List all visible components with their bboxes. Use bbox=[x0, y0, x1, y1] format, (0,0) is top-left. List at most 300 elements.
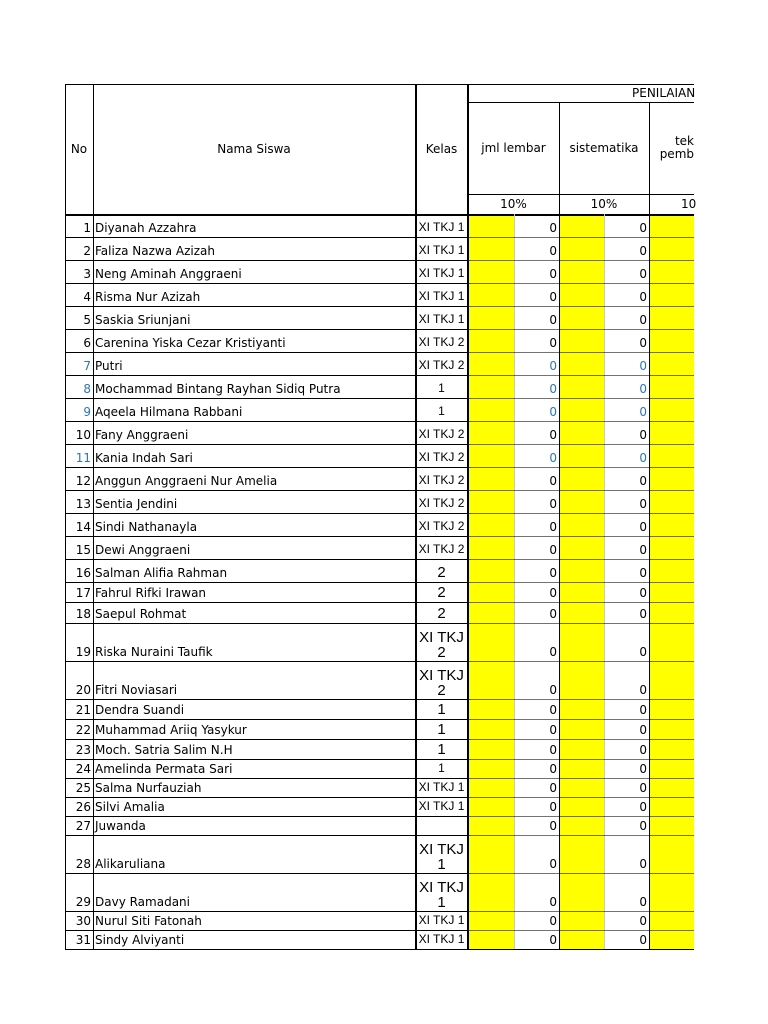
score-sistematika: 0 bbox=[639, 586, 647, 600]
student-name: Fahrul Rifki Irawan bbox=[95, 586, 207, 600]
row-number: 9 bbox=[83, 405, 91, 419]
score-jml-lembar: 0 bbox=[549, 800, 557, 814]
row-number: 29 bbox=[75, 895, 91, 909]
grid-line bbox=[468, 873, 694, 874]
grid-line bbox=[468, 930, 694, 931]
score-cell-sistematika-fill bbox=[559, 306, 604, 329]
score-sistematika: 0 bbox=[639, 895, 647, 909]
score-sistematika: 0 bbox=[639, 645, 647, 659]
score-cell-teknik-fill bbox=[649, 329, 694, 352]
student-name: Sindy Alviyanti bbox=[95, 933, 185, 947]
score-sistematika: 0 bbox=[639, 428, 647, 442]
score-cell-jml-lembar-fill bbox=[468, 421, 514, 444]
score-cell-teknik-fill bbox=[649, 699, 694, 719]
grid-line bbox=[65, 602, 468, 603]
row-number: 11 bbox=[75, 451, 91, 465]
student-name: Anggun Anggraeni Nur Amelia bbox=[95, 474, 278, 488]
score-cell-teknik-fill bbox=[649, 602, 694, 623]
student-kelas bbox=[415, 911, 468, 930]
score-jml-lembar: 0 bbox=[549, 290, 557, 304]
student-kelas bbox=[415, 398, 468, 421]
student-kelas bbox=[415, 835, 468, 873]
student-kelas bbox=[415, 699, 468, 719]
kelas-text: XI TKJ 2 bbox=[418, 519, 465, 533]
weight-teknik: 10 bbox=[681, 196, 697, 211]
score-cell-jml-lembar-fill bbox=[468, 444, 514, 467]
score-cell-jml-lembar-fill bbox=[468, 816, 514, 835]
kelas-text: 1 bbox=[437, 701, 446, 718]
student-name: Dewi Anggraeni bbox=[95, 543, 191, 557]
student-name: Davy Ramadani bbox=[95, 895, 190, 909]
score-cell-jml-lembar-fill bbox=[468, 214, 514, 237]
student-kelas bbox=[415, 536, 468, 559]
score-cell-teknik-fill bbox=[649, 490, 694, 513]
student-name: Alikaruliana bbox=[95, 857, 166, 871]
score-cell-sistematika-fill bbox=[559, 623, 604, 661]
score-cell-jml-lembar-fill bbox=[468, 559, 514, 582]
row-number: 6 bbox=[83, 336, 91, 350]
score-jml-lembar: 0 bbox=[549, 336, 557, 350]
score-jml-lembar: 0 bbox=[549, 781, 557, 795]
score-cell-jml-lembar-fill bbox=[468, 797, 514, 816]
score-cell-teknik-fill bbox=[649, 283, 694, 306]
row-number: 19 bbox=[75, 645, 91, 659]
score-cell-teknik-fill bbox=[649, 778, 694, 797]
kelas-text: 1 bbox=[438, 404, 445, 418]
score-cell-jml-lembar-fill bbox=[468, 398, 514, 421]
score-cell-teknik-fill bbox=[649, 930, 694, 949]
score-jml-lembar: 0 bbox=[549, 359, 557, 373]
grid-line bbox=[65, 444, 468, 445]
grid-line bbox=[65, 911, 468, 912]
score-jml-lembar: 0 bbox=[549, 762, 557, 776]
score-jml-lembar: 0 bbox=[549, 244, 557, 258]
header-teknik-line2: pemb bbox=[659, 147, 694, 161]
score-sistematika: 0 bbox=[639, 497, 647, 511]
score-jml-lembar: 0 bbox=[549, 819, 557, 833]
student-kelas bbox=[415, 582, 468, 602]
row-number: 10 bbox=[75, 428, 91, 442]
score-cell-teknik-fill bbox=[649, 835, 694, 873]
kelas-text: XI TKJ 1 bbox=[418, 289, 465, 303]
student-name: Silvi Amalia bbox=[95, 800, 165, 814]
grid-line bbox=[468, 797, 694, 798]
grid-line bbox=[65, 283, 468, 284]
score-cell-sistematika-fill bbox=[559, 421, 604, 444]
grid-line bbox=[65, 739, 468, 740]
score-jml-lembar: 0 bbox=[549, 451, 557, 465]
grid-line bbox=[468, 283, 694, 284]
row-number: 5 bbox=[83, 313, 91, 327]
kelas-line2: 1 bbox=[437, 856, 446, 873]
score-cell-teknik-fill bbox=[649, 421, 694, 444]
score-cell-teknik-fill bbox=[649, 816, 694, 835]
student-kelas bbox=[415, 513, 468, 536]
score-cell-jml-lembar-fill bbox=[468, 283, 514, 306]
row-number: 15 bbox=[75, 543, 91, 557]
student-kelas bbox=[415, 375, 468, 398]
score-jml-lembar: 0 bbox=[549, 607, 557, 621]
student-kelas bbox=[415, 719, 468, 739]
score-cell-jml-lembar-fill bbox=[468, 759, 514, 778]
score-sistematika: 0 bbox=[639, 336, 647, 350]
kelas-text: XI TKJ 1 bbox=[418, 932, 465, 946]
score-cell-jml-lembar-fill bbox=[468, 375, 514, 398]
score-cell-sistematika-fill bbox=[559, 661, 604, 699]
score-jml-lembar: 0 bbox=[549, 382, 557, 396]
grid-line bbox=[559, 102, 560, 949]
kelas-text: XI TKJ 2 bbox=[418, 450, 465, 464]
score-jml-lembar: 0 bbox=[549, 933, 557, 947]
score-cell-sistematika-fill bbox=[559, 778, 604, 797]
score-jml-lembar: 0 bbox=[549, 723, 557, 737]
kelas-text: XI TKJ 1 bbox=[418, 243, 465, 257]
kelas-text: 1 bbox=[437, 741, 446, 758]
score-cell-sistematika-fill bbox=[559, 214, 604, 237]
score-cell-sistematika-fill bbox=[559, 739, 604, 759]
score-jml-lembar: 0 bbox=[549, 857, 557, 871]
row-number: 26 bbox=[75, 800, 91, 814]
grid-line bbox=[65, 949, 694, 950]
student-name: Risma Nur Azizah bbox=[95, 290, 201, 304]
student-kelas bbox=[415, 260, 468, 283]
grid-line bbox=[468, 911, 694, 912]
score-cell-sistematika-fill bbox=[559, 467, 604, 490]
score-cell-teknik-fill bbox=[649, 873, 694, 911]
score-jml-lembar: 0 bbox=[549, 645, 557, 659]
header-jml-lembar: jml lembar bbox=[481, 140, 546, 155]
score-sistematika: 0 bbox=[639, 762, 647, 776]
grid-line bbox=[65, 421, 468, 422]
grid-line bbox=[65, 797, 468, 798]
student-kelas bbox=[415, 661, 468, 699]
grid-line bbox=[65, 329, 468, 330]
row-number: 25 bbox=[75, 781, 91, 795]
score-sistematika: 0 bbox=[639, 451, 647, 465]
kelas-text: XI TKJ 1 bbox=[418, 799, 465, 813]
kelas-line1: XI TKJ bbox=[419, 879, 464, 896]
kelas-line2: 2 bbox=[437, 682, 446, 699]
header-teknik-pembuatan bbox=[649, 102, 694, 194]
student-name: Aqeela Hilmana Rabbani bbox=[95, 405, 243, 419]
grid-line bbox=[65, 623, 468, 624]
student-kelas bbox=[415, 329, 468, 352]
grid-line bbox=[468, 739, 694, 740]
student-name: Saepul Rohmat bbox=[95, 607, 187, 621]
student-kelas bbox=[415, 623, 468, 661]
score-sistematika: 0 bbox=[639, 800, 647, 814]
header-teknik-line1: tek bbox=[674, 134, 694, 148]
grid-line bbox=[65, 260, 468, 261]
grid-line bbox=[468, 602, 694, 603]
score-cell-teknik-fill bbox=[649, 444, 694, 467]
grid-line bbox=[65, 873, 468, 874]
student-kelas bbox=[415, 797, 468, 816]
grid-line bbox=[468, 835, 694, 836]
header-kelas: Kelas bbox=[425, 141, 458, 156]
kelas-text: XI TKJ 2 bbox=[418, 358, 465, 372]
row-number: 13 bbox=[75, 497, 91, 511]
score-cell-sistematika-fill bbox=[559, 873, 604, 911]
kelas-text: XI TKJ 2 bbox=[418, 542, 465, 556]
grid-line bbox=[65, 306, 468, 307]
score-cell-jml-lembar-fill bbox=[468, 719, 514, 739]
student-kelas bbox=[415, 930, 468, 949]
score-cell-sistematika-fill bbox=[559, 719, 604, 739]
kelas-text: XI TKJ 2 bbox=[418, 496, 465, 510]
score-sistematika: 0 bbox=[639, 933, 647, 947]
kelas-text: XI TKJ 1 bbox=[418, 312, 465, 326]
student-name: Dendra Suandi bbox=[95, 703, 185, 717]
score-cell-teknik-fill bbox=[649, 237, 694, 260]
student-kelas bbox=[415, 739, 468, 759]
grid-line bbox=[468, 582, 694, 583]
row-number: 3 bbox=[83, 267, 91, 281]
grid-line bbox=[65, 237, 468, 238]
row-number: 14 bbox=[75, 520, 91, 534]
grid-line bbox=[468, 490, 694, 491]
student-name: Salman Alifia Rahman bbox=[95, 566, 228, 580]
kelas-text: 1 bbox=[437, 721, 446, 738]
weight-sistematika: 10% bbox=[590, 196, 618, 211]
score-jml-lembar: 0 bbox=[549, 267, 557, 281]
row-number: 8 bbox=[83, 382, 91, 396]
grid-line bbox=[65, 930, 468, 931]
student-name: Juwanda bbox=[95, 819, 146, 833]
score-cell-jml-lembar-fill bbox=[468, 602, 514, 623]
grid-line bbox=[65, 699, 468, 700]
kelas-text: 1 bbox=[438, 381, 445, 395]
grid-line bbox=[65, 759, 468, 760]
student-kelas bbox=[415, 306, 468, 329]
score-cell-jml-lembar-fill bbox=[468, 739, 514, 759]
grid-line bbox=[468, 816, 694, 817]
score-cell-jml-lembar-fill bbox=[468, 699, 514, 719]
score-cell-sistematika-fill bbox=[559, 513, 604, 536]
grid-line bbox=[65, 835, 468, 836]
student-kelas bbox=[415, 559, 468, 582]
grid-line bbox=[65, 214, 694, 216]
score-cell-sistematika-fill bbox=[559, 536, 604, 559]
score-cell-teknik-fill bbox=[649, 352, 694, 375]
grid-line bbox=[468, 306, 694, 307]
row-number: 2 bbox=[83, 244, 91, 258]
score-cell-sistematika-fill bbox=[559, 375, 604, 398]
grid-line bbox=[65, 719, 468, 720]
score-cell-jml-lembar-fill bbox=[468, 536, 514, 559]
grid-line bbox=[468, 536, 694, 537]
score-sistematika: 0 bbox=[639, 723, 647, 737]
grid-line bbox=[93, 84, 94, 949]
student-name: Muhammad Ariiq Yasykur bbox=[95, 723, 247, 737]
kelas-text: 2 bbox=[437, 564, 446, 581]
grid-line bbox=[468, 352, 694, 353]
score-jml-lembar: 0 bbox=[549, 474, 557, 488]
score-sistematika: 0 bbox=[639, 914, 647, 928]
score-sistematika: 0 bbox=[639, 607, 647, 621]
grid-line bbox=[65, 536, 468, 537]
kelas-text: 2 bbox=[437, 605, 446, 622]
header-penilaian: PENILAIAN bbox=[632, 85, 696, 100]
score-cell-sistematika-fill bbox=[559, 283, 604, 306]
grid-line bbox=[65, 816, 468, 817]
student-kelas bbox=[415, 490, 468, 513]
grid-line bbox=[468, 329, 694, 330]
score-cell-sistematika-fill bbox=[559, 911, 604, 930]
score-jml-lembar: 0 bbox=[549, 895, 557, 909]
score-jml-lembar: 0 bbox=[549, 586, 557, 600]
student-name: Putri bbox=[95, 359, 123, 373]
score-sistematika: 0 bbox=[639, 781, 647, 795]
grid-line bbox=[65, 467, 468, 468]
row-number: 22 bbox=[75, 723, 91, 737]
score-cell-sistematika-fill bbox=[559, 329, 604, 352]
grid-line bbox=[468, 699, 694, 700]
score-sistematika: 0 bbox=[639, 382, 647, 396]
score-cell-jml-lembar-fill bbox=[468, 582, 514, 602]
score-cell-jml-lembar-fill bbox=[468, 352, 514, 375]
row-number: 28 bbox=[75, 857, 91, 871]
student-kelas bbox=[415, 816, 468, 835]
grid-line bbox=[65, 84, 694, 85]
score-sistematika: 0 bbox=[639, 743, 647, 757]
kelas-text: XI TKJ 1 bbox=[418, 220, 465, 234]
score-sistematika: 0 bbox=[639, 683, 647, 697]
grid-line bbox=[468, 661, 694, 662]
score-cell-teknik-fill bbox=[649, 214, 694, 237]
grid-line bbox=[415, 84, 417, 949]
grid-line bbox=[468, 237, 694, 238]
kelas-line1: XI TKJ bbox=[419, 667, 464, 684]
grid-line bbox=[65, 490, 468, 491]
header-sistematika: sistematika bbox=[569, 140, 639, 155]
student-kelas bbox=[415, 214, 468, 237]
score-jml-lembar: 0 bbox=[549, 221, 557, 235]
score-cell-jml-lembar-fill bbox=[468, 237, 514, 260]
score-cell-teknik-fill bbox=[649, 759, 694, 778]
student-name: Kania Indah Sari bbox=[95, 451, 193, 465]
student-name: Fitri Noviasari bbox=[95, 683, 178, 697]
score-cell-jml-lembar-fill bbox=[468, 260, 514, 283]
score-cell-sistematika-fill bbox=[559, 398, 604, 421]
row-number: 4 bbox=[83, 290, 91, 304]
score-jml-lembar: 0 bbox=[549, 683, 557, 697]
score-sistematika: 0 bbox=[639, 857, 647, 871]
score-cell-teknik-fill bbox=[649, 467, 694, 490]
score-cell-sistematika-fill bbox=[559, 559, 604, 582]
weight-jml-lembar: 10% bbox=[500, 196, 527, 211]
student-name: Neng Aminah Anggraeni bbox=[95, 267, 242, 281]
grid-line bbox=[468, 467, 694, 468]
score-cell-jml-lembar-fill bbox=[468, 513, 514, 536]
score-cell-teknik-fill bbox=[649, 911, 694, 930]
score-sistematika: 0 bbox=[639, 566, 647, 580]
student-kelas bbox=[415, 421, 468, 444]
score-sistematika: 0 bbox=[639, 359, 647, 373]
header-no: No bbox=[70, 141, 88, 156]
kelas-text: XI TKJ 1 bbox=[418, 266, 465, 280]
score-cell-teknik-fill bbox=[649, 536, 694, 559]
grid-line bbox=[468, 719, 694, 720]
score-sistematika: 0 bbox=[639, 267, 647, 281]
score-cell-jml-lembar-fill bbox=[468, 835, 514, 873]
score-cell-teknik-fill bbox=[649, 661, 694, 699]
student-name: Riska Nuraini Taufik bbox=[95, 645, 213, 659]
score-cell-jml-lembar-fill bbox=[468, 467, 514, 490]
score-cell-teknik-fill bbox=[649, 719, 694, 739]
grid-line bbox=[65, 582, 468, 583]
score-sistematika: 0 bbox=[639, 703, 647, 717]
score-cell-sistematika-fill bbox=[559, 444, 604, 467]
grid-line bbox=[65, 513, 468, 514]
student-kelas bbox=[415, 283, 468, 306]
row-number: 30 bbox=[75, 914, 91, 928]
grid-line bbox=[468, 444, 694, 445]
score-sistematika: 0 bbox=[639, 244, 647, 258]
kelas-line1: XI TKJ bbox=[419, 629, 464, 646]
row-number: 20 bbox=[75, 683, 91, 697]
grid-line bbox=[468, 375, 694, 376]
student-kelas bbox=[415, 467, 468, 490]
score-cell-teknik-fill bbox=[649, 398, 694, 421]
kelas-text: XI TKJ 1 bbox=[418, 780, 465, 794]
score-sistematika: 0 bbox=[639, 313, 647, 327]
student-name: Salma Nurfauziah bbox=[95, 781, 202, 795]
row-number: 12 bbox=[75, 474, 91, 488]
student-name: Moch. Satria Salim N.H bbox=[95, 743, 233, 757]
score-cell-sistematika-fill bbox=[559, 759, 604, 778]
student-name: Faliza Nazwa Azizah bbox=[95, 244, 215, 258]
kelas-line1: XI TKJ bbox=[419, 841, 464, 858]
grid-line bbox=[468, 260, 694, 261]
row-number: 7 bbox=[83, 359, 91, 373]
grid-line bbox=[65, 375, 468, 376]
row-number: 18 bbox=[75, 607, 91, 621]
student-name: Mochammad Bintang Rayhan Sidiq Putra bbox=[95, 382, 341, 396]
score-jml-lembar: 0 bbox=[549, 914, 557, 928]
score-cell-sistematika-fill bbox=[559, 602, 604, 623]
score-sistematika: 0 bbox=[639, 520, 647, 534]
score-cell-jml-lembar-fill bbox=[468, 873, 514, 911]
score-cell-sistematika-fill bbox=[559, 797, 604, 816]
kelas-text: XI TKJ 2 bbox=[418, 335, 465, 349]
student-name: Saskia Sriunjani bbox=[95, 313, 191, 327]
score-cell-jml-lembar-fill bbox=[468, 911, 514, 930]
score-sistematika: 0 bbox=[639, 543, 647, 557]
score-cell-teknik-fill bbox=[649, 375, 694, 398]
score-sistematika: 0 bbox=[639, 474, 647, 488]
row-number: 24 bbox=[75, 762, 91, 776]
student-name: Sentia Jendini bbox=[95, 497, 178, 511]
student-name: Diyanah Azzahra bbox=[95, 221, 197, 235]
student-kelas bbox=[415, 237, 468, 260]
score-sistematika: 0 bbox=[639, 819, 647, 833]
score-cell-jml-lembar-fill bbox=[468, 930, 514, 949]
student-kelas bbox=[415, 778, 468, 797]
score-sistematika: 0 bbox=[639, 221, 647, 235]
header-nama-siswa: Nama Siswa bbox=[217, 141, 291, 156]
grid-line bbox=[65, 352, 468, 353]
row-number: 27 bbox=[75, 819, 91, 833]
score-sistematika: 0 bbox=[639, 405, 647, 419]
kelas-text: XI TKJ 2 bbox=[418, 427, 465, 441]
student-name: Nurul Siti Fatonah bbox=[95, 914, 202, 928]
score-jml-lembar: 0 bbox=[549, 543, 557, 557]
score-cell-sistematika-fill bbox=[559, 582, 604, 602]
score-cell-sistematika-fill bbox=[559, 835, 604, 873]
score-cell-teknik-fill bbox=[649, 797, 694, 816]
row-number: 23 bbox=[75, 743, 91, 757]
